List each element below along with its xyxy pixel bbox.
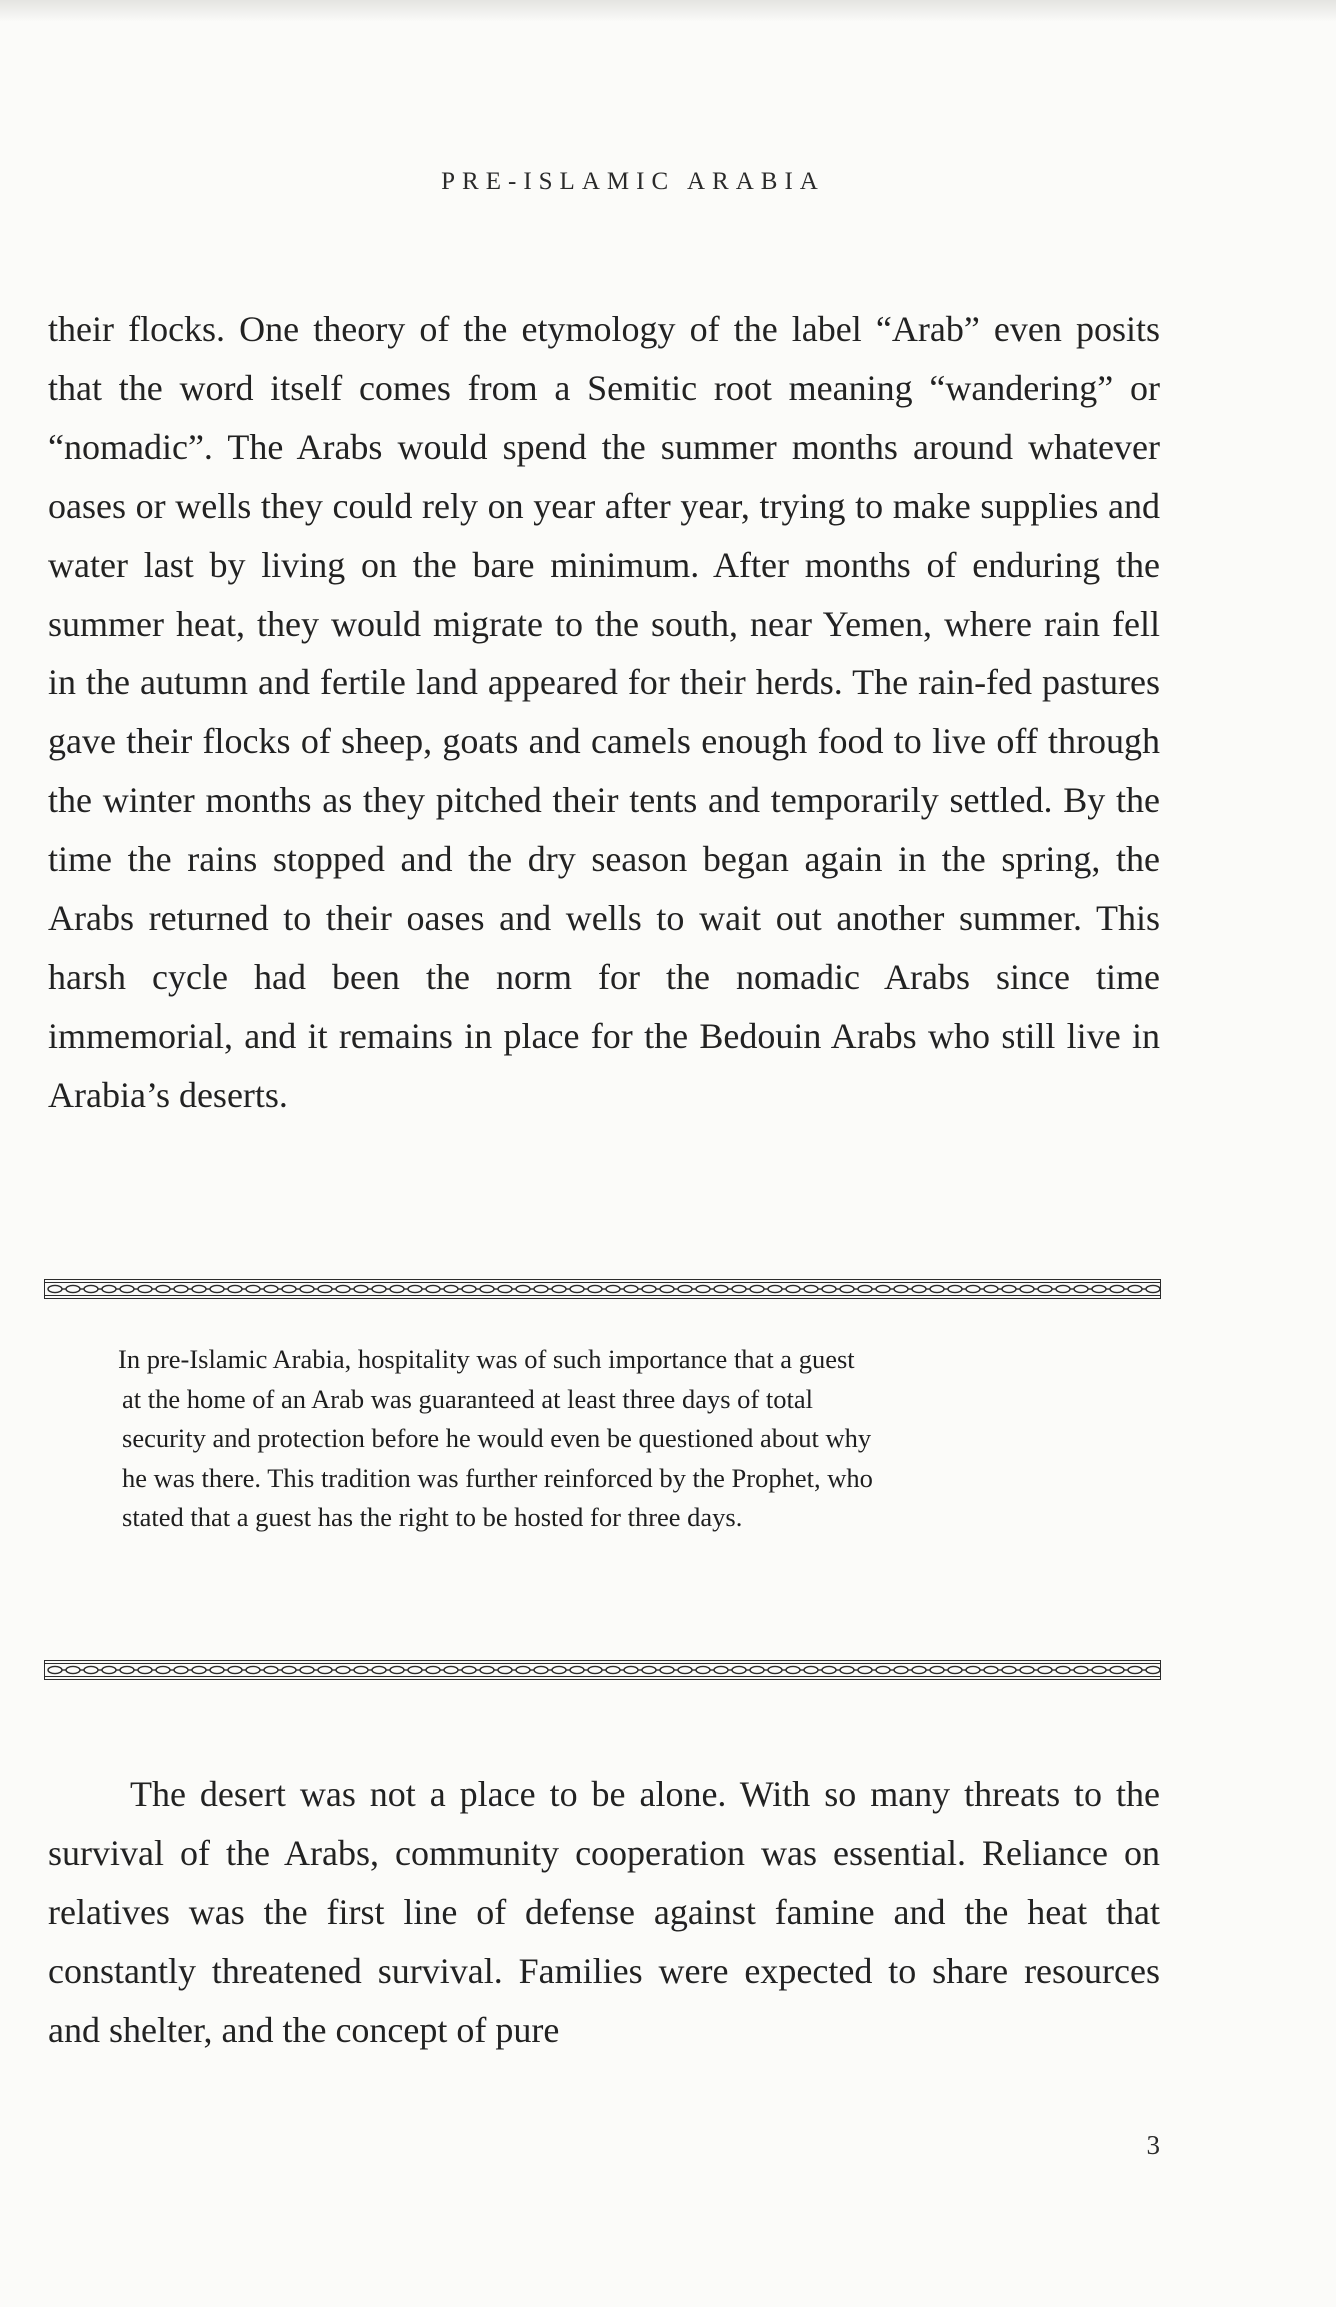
sidebar-note <box>118 1340 1118 1538</box>
body-paragraph-2: The desert was not a place to be alone. With so many threats to the survival of the Arabs, community cooperation was essential. Reliance on relatives was the first line of defense against famine and the heat that constantly threatened survival. Families were expected to share resources and shelter, and the concept of pure <box>48 1774 1160 2050</box>
ornamental-rule-top <box>44 1279 1161 1299</box>
sidebar-line: security and protection before he would even be questioned about why <box>122 1423 872 1454</box>
sidebar-line: In pre-Islamic Arabia, hospitality was of such importance that a guest <box>118 1344 855 1374</box>
sidebar-line: he was there. This tradition was further reinforced by the Prophet, who <box>122 1462 873 1493</box>
page-top-edge <box>0 0 1336 22</box>
sidebar-line: at the home of an Arab was guaranteed at least three days of total <box>122 1383 813 1414</box>
ornamental-rule-bottom <box>44 1660 1161 1680</box>
sidebar-line: stated that a guest has the right to be hosted for three days. <box>122 1502 743 1533</box>
body-paragraph-1: their flocks. One theory of the etymology of the label “Arab” even posits that the word itself comes from a Semitic root meaning “wandering” or “nomadic”. The Arabs would spend the summer months around whatever oases or wells they could rely on year after year, trying to make supplies and water last by living on the bare minimum. After months of enduring the summer heat, they would migrate to the south, near Yemen, where rain fell in the autumn and fertile land appeared for their herds. The rain-fed pastures gave their flocks of sheep, goats and camels enough food to live off through the winter months as they pitched their tents and temporarily settled. By the time the rains stopped and the dry season began again in the spring, the Arabs returned to their oases and wells to wait out another summer. This harsh cycle had been the norm for the nomadic Arabs since time immemorial, and it remains in place for the Bedouin Arabs who still live in Arabia’s deserts. <box>48 309 1160 1115</box>
running-head: PRE-ISLAMIC ARABIA <box>441 168 825 195</box>
page-number: 3 <box>1146 2130 1160 2160</box>
